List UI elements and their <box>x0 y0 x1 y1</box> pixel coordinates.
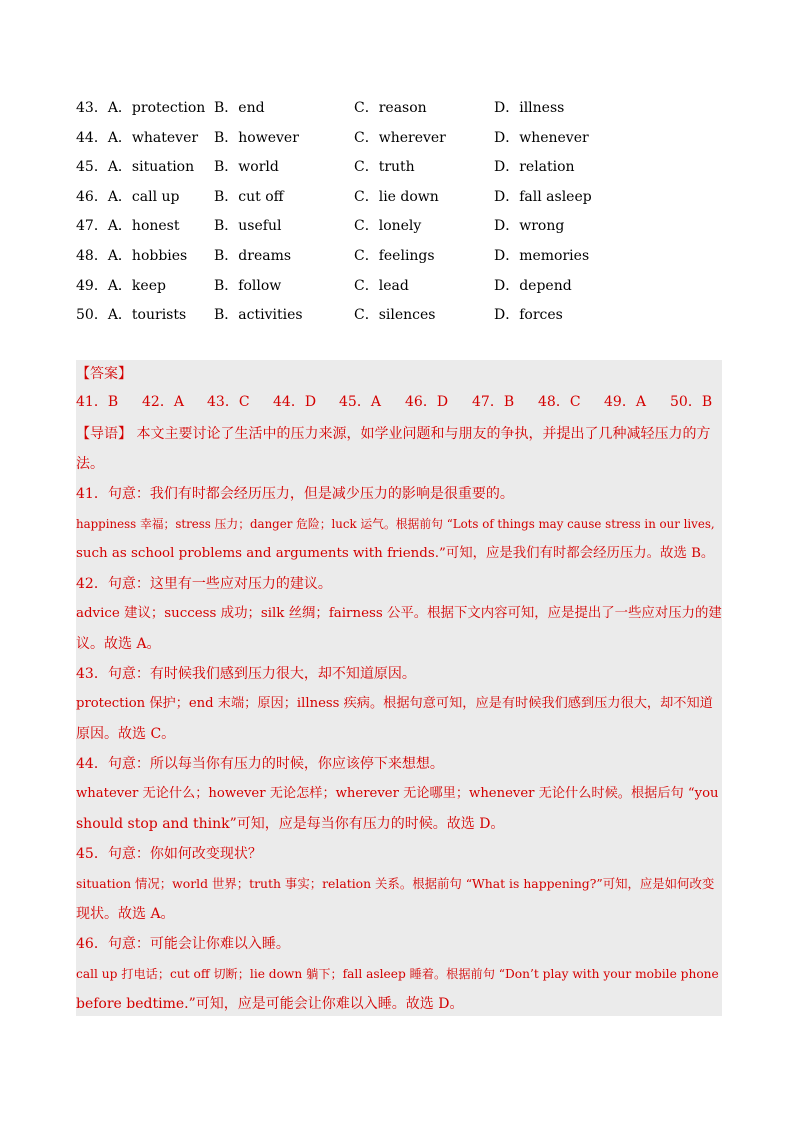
explanation-line: protection 保护；end 末端；原因；illness 疾病。根据句意可知，应是有时候我们感到压力很大，却不知道 <box>76 696 713 711</box>
answer-key: 47．B <box>472 394 515 410</box>
option-a: 50．A．tourists <box>76 307 187 324</box>
answer-heading: 【答案】 <box>76 366 132 382</box>
option-d: D．relation <box>494 159 575 176</box>
answer-key: 44．D <box>273 394 317 410</box>
question-row <box>76 244 726 274</box>
answer-key: 43．C <box>207 394 250 410</box>
option-b: B．follow <box>214 277 282 294</box>
option-a: 49．A．keep <box>76 277 166 294</box>
option-c: C．feelings <box>354 247 435 264</box>
option-a: 43．A．protection <box>76 100 206 116</box>
answer-key: 46．D <box>405 394 449 410</box>
answer-section <box>76 360 722 1016</box>
option-d: D．illness <box>494 100 565 116</box>
question-row <box>76 155 726 185</box>
explanation-line: 44．句意：所以每当你有压力的时候，你应该停下来想想。 <box>76 756 444 772</box>
option-c: C．lead <box>354 277 409 294</box>
explanation-line: such as school problems and arguments with friends.”可知，应是我们有时都会经历压力。故选 B。 <box>76 546 715 561</box>
explanation-line: 原因。故选 C。 <box>76 726 176 742</box>
explanation-line: should stop and think”可知，应是每当你有压力的时候。故选 D。 <box>76 816 505 832</box>
question-row <box>76 126 726 156</box>
answer-key: 50．B <box>670 394 713 410</box>
option-c: C．wherever <box>354 129 446 146</box>
explanation-line: advice 建议；success 成功；silk 丝绸；fairness 公平。根据下文内容可知，应是提出了一些应对压力的建 <box>76 606 722 621</box>
answer-key: 42．A <box>142 394 184 410</box>
question-options <box>76 96 726 333</box>
option-a: 47．A．honest <box>76 218 180 235</box>
option-d: D．whenever <box>494 129 589 146</box>
question-row <box>76 303 726 333</box>
answer-key: 48．C <box>538 394 581 410</box>
option-a: 46．A．call up <box>76 188 180 205</box>
option-b: B．end <box>214 100 265 116</box>
explanation-line: 41．句意：我们有时都会经历压力，但是减少压力的影响是很重要的。 <box>76 486 514 502</box>
question-row <box>76 96 726 126</box>
option-d: D．forces <box>494 307 563 324</box>
explanation-line: 议。故选 A。 <box>76 636 161 652</box>
explanation-line: 现状。故选 A。 <box>76 906 175 922</box>
option-c: C．silences <box>354 307 436 324</box>
intro-text: 【导语】 本文主要讨论了生活中的压力来源，如学业问题和与朋友的争执，并提出了几种减轻压力的方 <box>76 426 711 442</box>
explanation-line: situation 情况；world 世界；truth 事实；relation 关系。根据前句 “What is happening?”可知，应是如何改变 <box>76 876 715 891</box>
question-row <box>76 214 726 244</box>
option-c: C．lie down <box>354 188 439 205</box>
option-b: B．however <box>214 129 299 146</box>
option-d: D．wrong <box>494 218 565 235</box>
answer-key: 41．B <box>76 394 119 410</box>
option-b: B．dreams <box>214 247 292 264</box>
option-b: B．cut off <box>214 188 284 205</box>
explanation-line: before bedtime.”可知，应是可能会让你难以入睡。故选 D。 <box>76 996 464 1012</box>
explanation-line: happiness 幸福；stress 压力；danger 危险；luck 运气。根据前句 “Lots of things may cause stress in our lives, <box>76 517 715 531</box>
explanation-line: 43．句意：有时候我们感到压力很大，却不知道原因。 <box>76 666 416 682</box>
option-a: 45．A．situation <box>76 159 195 176</box>
explanation-line: 42．句意：这里有一些应对压力的建议。 <box>76 576 332 592</box>
answer-key: 45．A <box>339 394 381 410</box>
option-d: D．memories <box>494 247 590 264</box>
option-d: D．fall asleep <box>494 188 592 205</box>
option-a: 48．A．hobbies <box>76 247 188 264</box>
option-b: B．activities <box>214 307 303 324</box>
option-c: C．lonely <box>354 218 422 235</box>
answer-key-row <box>76 392 722 412</box>
option-b: B．world <box>214 159 279 176</box>
question-row <box>76 185 726 215</box>
intro-text: 法。 <box>76 456 104 472</box>
explanation-line: call up 打电话；cut off 切断；lie down 躺下；fall asleep 睡着。根据前句 “Don’t play with your mobile phone <box>76 967 719 981</box>
question-row <box>76 274 726 304</box>
option-c: C．reason <box>354 100 427 116</box>
option-b: B．useful <box>214 218 282 235</box>
option-c: C．truth <box>354 159 415 176</box>
option-d: D．depend <box>494 277 572 294</box>
explanation-line: 45．句意：你如何改变现状？ <box>76 846 262 862</box>
explanation-line: 46．句意：可能会让你难以入睡。 <box>76 936 290 952</box>
answer-key: 49．A <box>604 394 646 410</box>
explanation-line: whatever 无论什么；however 无论怎样；wherever 无论哪里；whenever 无论什么时候。根据后句 “you <box>76 786 719 801</box>
option-a: 44．A．whatever <box>76 129 199 146</box>
